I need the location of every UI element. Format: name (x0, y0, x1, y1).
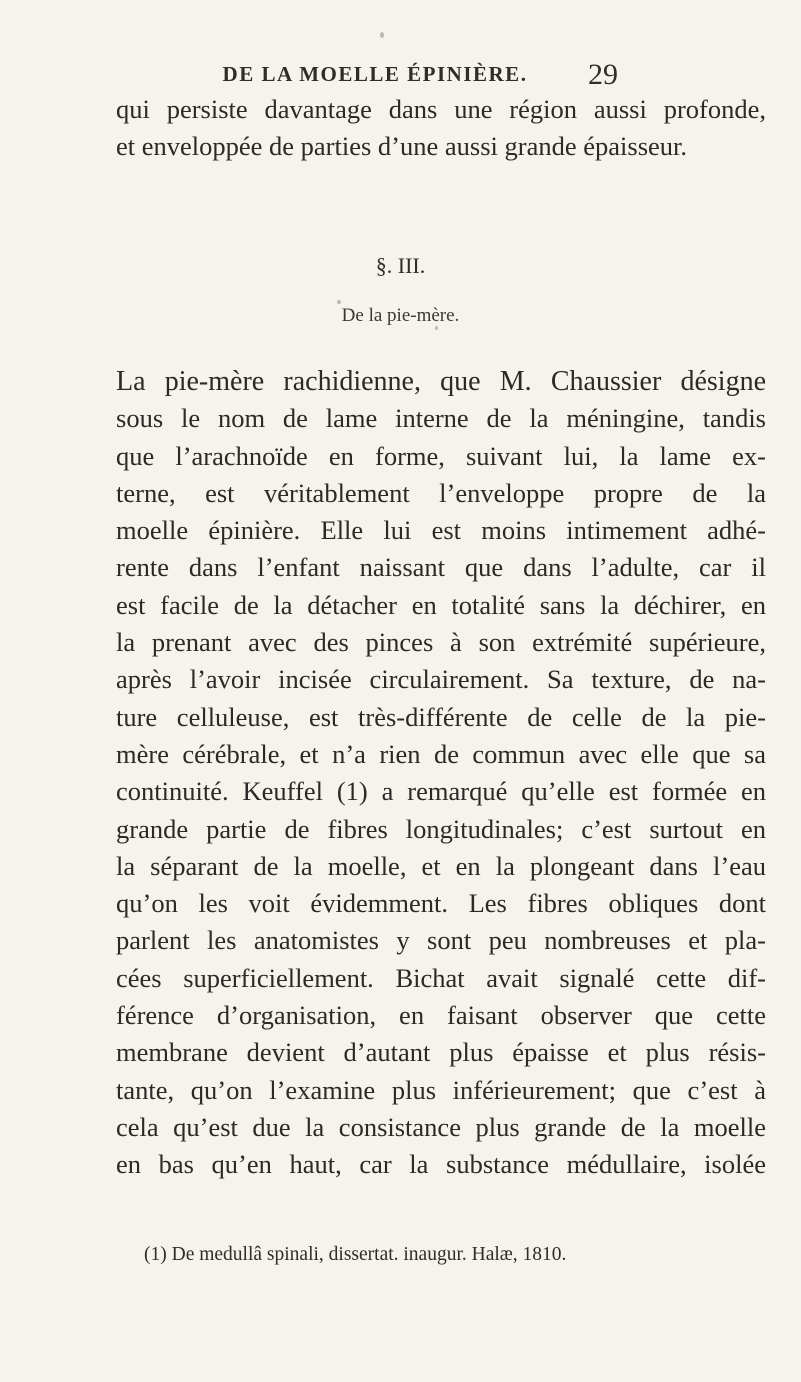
text-line: férence d’organisation, en faisant observer que cette (116, 1000, 766, 1031)
text-line: qu’on les voit évidemment. Les fibres obliques dont (116, 888, 766, 919)
section-title: De la pie-mère. (341, 305, 460, 326)
paper-speck (435, 326, 438, 330)
paper-speck (337, 300, 341, 304)
text-line: La pie-mère rachidienne, que M. Chaussier désigne (116, 366, 766, 397)
text-line: mère cérébrale, et n’a rien de commun avec elle que sa (116, 738, 766, 769)
text-line: après l’avoir incisée circulairement. Sa texture, de na- (116, 664, 766, 695)
text-line: en bas qu’en haut, car la substance médullaire, isolée (116, 1149, 766, 1180)
text-line: terne, est véritablement l’enveloppe propre de la (116, 477, 766, 508)
text-line: et enveloppée de parties d’une aussi grande épaisseur. (116, 131, 688, 162)
intro-paragraph (116, 91, 766, 166)
text-line: grande partie de fibres longitudinales; c’est surtout en (116, 813, 766, 844)
text-line: rente dans l’enfant naissant que dans l’adulte, car il (116, 552, 766, 583)
text-line: est facile de la détacher en totalité sans la déchirer, en (116, 589, 766, 620)
text-line: cées superficiellement. Bichat avait signalé cette dif- (116, 962, 766, 993)
body-paragraph (116, 363, 766, 1184)
page-number: 29 (588, 58, 618, 91)
section-number: §. III. (375, 253, 426, 278)
text-line: que l’arachnoïde en forme, suivant lui, la lame ex- (116, 440, 766, 471)
text-line: moelle épinière. Elle lui est moins intimement adhé- (116, 515, 766, 546)
text-line: qui persiste davantage dans une région aussi profonde, (116, 94, 766, 124)
text-line: continuité. Keuffel (1) a remarqué qu’elle est formée en (116, 776, 766, 807)
text-line: la prenant avec des pinces à son extrémité supérieure, (116, 627, 766, 658)
footnote: (1) De medullâ spinali, dissertat. inaugur. Halæ, 1810. (144, 1244, 567, 1265)
text-line: membrane devient d’autant plus épaisse et plus résis- (116, 1037, 766, 1068)
text-line: sous le nom de lame interne de la méningine, tandis (116, 403, 766, 434)
text-line: parlent les anatomistes y sont peu nombreuses et pla- (116, 925, 766, 956)
paper-speck (380, 32, 384, 38)
text-line: la séparant de la moelle, et en la plongeant dans l’eau (116, 850, 766, 881)
text-line: tante, qu’on l’examine plus inférieurement; que c’est à (116, 1074, 766, 1105)
text-line: cela qu’est due la consistance plus grande de la moelle (116, 1111, 766, 1142)
running-title: DE LA MOELLE ÉPINIÈRE. (222, 62, 528, 86)
running-head (0, 56, 801, 92)
text-line: ture celluleuse, est très-différente de celle de la pie- (116, 701, 766, 732)
